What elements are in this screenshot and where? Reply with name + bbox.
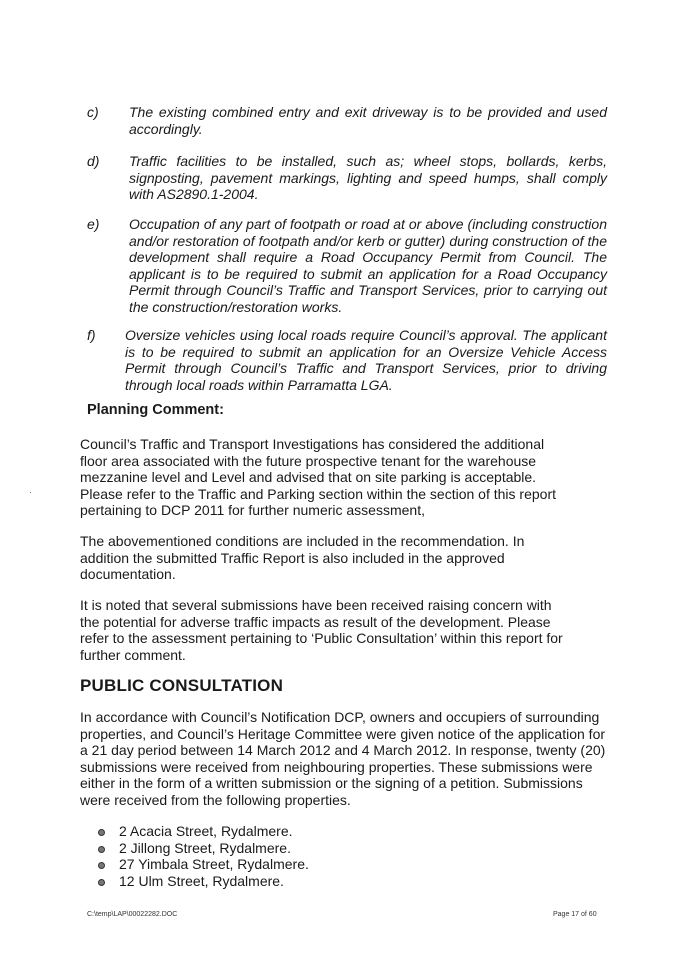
property-address: 12 Ulm Street, Rydalmere. xyxy=(119,872,284,889)
planning-comment-paragraph: Council’s Traffic and Transport Investigations has considered the additional floor area associated with the future prospective tenant for the warehouse mezzanine level and Level and advised that on site parking is acceptable. Please refer to the Traffic and Parking section within the section of this report pertaining to DCP 2011 for further numeric assessment, xyxy=(80,436,556,519)
property-address: 2 Acacia Street, Rydalmere. xyxy=(119,823,293,839)
planning-comment-paragraph: The abovementioned conditions are included in the recommendation. In addition the submitted Traffic Report is also included in the approved documentation. xyxy=(80,533,525,583)
public-consultation-paragraph: In accordance with Council’s Notification DCP, owners and occupiers of surrounding properties, and Council’s Heritage Committee were given notice of the application for a 21 day period between 14 March 2012 and 4 March 2012. In response, twenty (20) submissions were received from neighbouring properties. These submissions were either in the form of a written submission or the signing of a petition. Submissions were received from the following properties. xyxy=(80,709,606,808)
planning-comment-heading: Planning Comment: xyxy=(87,402,224,418)
condition-text: Traffic facilities to be installed, such as; wheel stops, bollards, kerbs, signposting, pavement markings, lighting and speed humps, shall comply with AS2890.1-2004. xyxy=(129,153,607,202)
bullet-icon xyxy=(98,829,105,836)
bullet-icon xyxy=(98,846,105,853)
planning-comment-paragraph: It is noted that several submissions have been received raising concern with the potential for adverse traffic impacts as result of the development. Please refer to the assessment pertaining to ‘Public Consultation’ within this report for further comment. xyxy=(80,597,563,663)
condition-label: e) xyxy=(87,216,100,232)
condition-text: The existing combined entry and exit driveway is to be provided and used accordingly. xyxy=(129,104,607,137)
bullet-icon xyxy=(98,862,105,869)
bullet-icon xyxy=(98,879,105,886)
property-address: 27 Yimbala Street, Rydalmere. xyxy=(119,856,309,873)
condition-text: Oversize vehicles using local roads require Council’s approval. The applicant is to be required to submit an application for an Oversize Vehicle Access Permit through Council’s Traffic and Transport Services, prior to driving through local roads within Parramatta LGA. xyxy=(125,327,607,393)
property-list xyxy=(98,823,309,889)
property-address: 2 Jillong Street, Rydalmere. xyxy=(119,839,291,856)
public-consultation-heading: PUBLIC CONSULTATION xyxy=(80,676,284,695)
scan-artifact xyxy=(30,492,31,493)
list-item xyxy=(98,823,309,840)
condition-label: f) xyxy=(87,327,96,343)
condition-label: c) xyxy=(87,104,99,120)
footer-file-path: C:\temp\LAP\00022282.DOC xyxy=(87,911,178,918)
footer-page-number: Page 17 of 60 xyxy=(553,911,597,918)
list-item xyxy=(98,873,309,890)
condition-label: d) xyxy=(87,153,100,169)
condition-text: Occupation of any part of footpath or road at or above (including construction and/or restoration of footpath and/or kerb or gutter) during construction of the development shall require a Road Occupancy Permit from Council. The applicant is to be required to submit an application for a Road Occupancy Permit through Council’s Traffic and Transport Services, prior to carrying out the construction/restoration works. xyxy=(129,216,607,315)
list-item xyxy=(98,840,309,857)
list-item xyxy=(98,856,309,873)
